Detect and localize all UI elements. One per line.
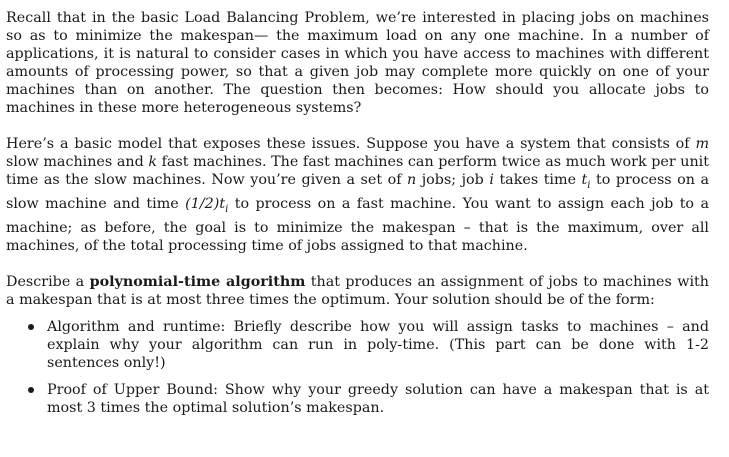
model-text-c: fast machines. The fast machines can perform twice as much work per unit time as the slow machines. Now you’re given a set of <box>6 154 709 188</box>
var-k: k <box>148 154 157 170</box>
var-t: t <box>581 172 588 188</box>
bullet-icon <box>28 324 34 330</box>
model-text-g: to process on a fast machine. You want to assign each job to a machine; as before, the goal is to minimize the makespan – that is the maximum, over all machines, of the total processing time of jobs assigned to that machine. <box>6 195 709 254</box>
model-text-b: slow machines and <box>6 154 149 170</box>
fraction-half: (1/2) <box>185 195 220 212</box>
var-t-fast-subscript: i <box>225 203 229 215</box>
task-text-a: Describe a <box>6 273 90 290</box>
bullet-text-proof: Proof of Upper Bound: Show why your greedy solution can have a makespan that is at most 3 times the optimal solution’s makespan. <box>47 381 709 416</box>
var-t-subscript: i <box>587 179 591 191</box>
task-bold-term: polynomial-time algorithm <box>89 273 306 290</box>
task-paragraph <box>6 273 709 309</box>
list-item <box>6 318 709 372</box>
list-item <box>6 381 709 417</box>
intro-paragraph: Recall that in the basic Load Balancing Problem, we’re interested in placing jobs on machines so as to minimize the makespan— the maximum load on any one machine. In a number of applications, it is natural to consider cases in which you have access to machines with different amounts of processing power, so that a given job may complete more quickly on one of your machines than on another. The question then becomes: How should you allocate jobs to machines in these more heterogeneous systems? <box>6 10 709 116</box>
var-i: i <box>489 172 494 188</box>
var-m: m <box>695 136 709 152</box>
bullet-icon <box>28 387 34 393</box>
problem-statement <box>6 9 709 426</box>
task-text-b: that produces an assignment of jobs to machines with a makespan that is at most three times the optimum. Your solution should be of the form: <box>6 273 709 308</box>
var-n: n <box>407 172 417 188</box>
solution-format-list <box>6 318 709 417</box>
model-paragraph <box>6 135 709 255</box>
model-text-d: jobs; job <box>416 172 490 188</box>
model-text-e: takes time <box>493 172 582 188</box>
model-text-a: Here’s a basic model that exposes these issues. Suppose you have a system that consists of <box>6 136 696 152</box>
model-text-f: to process on a slow machine and time <box>6 172 710 212</box>
bullet-text-algorithm: Algorithm and runtime: Briefly describe how you will assign tasks to machines – and explain why your algorithm can run in poly-time. (This part can be done with 1-2 sentences only!) <box>47 318 709 371</box>
var-t-fast: t <box>219 195 226 212</box>
